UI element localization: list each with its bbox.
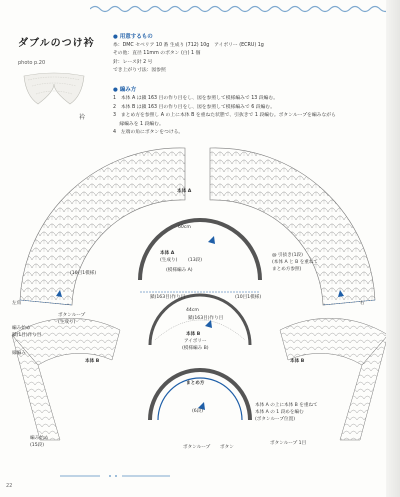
label-body-b-sub: アイボリー (184, 339, 207, 344)
label-body-a-small: 本体 A (160, 251, 175, 256)
step-line: 2 本体 B は鎖 163 目の作り目をし、図を参照して模様編みで 6 段編む。 (113, 104, 276, 110)
glyph-mark: 衿 (79, 114, 86, 121)
step-line: 3 まとめ方を参照し A の上に本体 B を重ねた状態で、引抜きで 1 段編む。ボタンループを編みながら (113, 113, 336, 119)
body-a-right-fan (210, 148, 375, 305)
label-body-b-right: 本体 B (290, 359, 305, 364)
label-start-bottom: 編み始め (30, 436, 49, 441)
collar-photo (18, 66, 90, 114)
label-assembly-note-1: 本体 A の上に本体 B を重ねて (255, 403, 318, 408)
label-button-loop-bottom: ボタンループ (183, 445, 211, 450)
label-body-b-left: 本体 B (85, 359, 100, 364)
page-number: 22 (6, 483, 13, 489)
steps-heading-text: 編み方 (119, 87, 137, 93)
label-pattern-b: (模様編み B) (182, 346, 209, 351)
label-pattern-a: (模様編み A) (166, 268, 193, 273)
label-assembly: まとめ方 (186, 381, 205, 386)
page-title: ダブルのつけ衿 (18, 38, 95, 49)
footer-decoration (60, 474, 170, 478)
crochet-chart-svg (0, 140, 400, 470)
photo-reference: photo p.20 (18, 60, 46, 66)
label-chain-163-b: 鎖(163目)作り目 (188, 316, 224, 321)
page-gutter (386, 0, 400, 497)
label-chain-163: 鎖(163目)作り目 (150, 295, 186, 300)
step-line: 4 左端の角にボタンをつける。 (113, 130, 184, 136)
label-repeat-10: (10目1模様) (235, 295, 262, 300)
label-rows-6: (6段) (192, 409, 204, 414)
label-width-60: 60cm (178, 225, 191, 230)
label-rows-13: (13段) (188, 258, 203, 263)
label-button: ボタン (220, 445, 234, 450)
materials-heading-text: 用意するもの (119, 34, 153, 40)
label-edge: 縁編み (12, 351, 26, 356)
label-stitch-count: ボタンループ 1目 (270, 441, 307, 446)
label-bottom-rows: (15段) (30, 443, 45, 448)
step-line: 縁編みを 1 段編む。 (113, 121, 164, 127)
label-assembly-note-3: (ボタンループ位置) (255, 417, 295, 422)
label-body-a: 本体 A (177, 189, 192, 194)
arrow-marker (208, 236, 215, 244)
label-repeat-left: (10目1模様) (70, 271, 97, 276)
label-note-3: まとめ方参照) (272, 267, 302, 272)
label-left-corner: 左角 (12, 301, 22, 306)
material-line: 糸：DMC セベリア 10 番 生成り (712) 10g アイボリー (ECRU) 1g (113, 42, 264, 48)
label-body-a-sub: (生成り) (160, 258, 178, 263)
material-line: 針：レース針 2 号 (113, 59, 153, 65)
body-a-left-fan (20, 148, 185, 305)
material-line: その他：直径 11mm のボタン (白) 1 個 (113, 51, 201, 57)
arrow-marker (205, 320, 212, 328)
label-button-loop-sub: (生成り) (58, 320, 76, 325)
label-right-side: 右 (360, 301, 365, 306)
steps-heading: ● 編み方 (113, 87, 137, 93)
crochet-diagram (0, 140, 400, 470)
label-width-44: 44cm (186, 308, 199, 313)
label-assembly-note-2: 本体 A の 1 段めを編む (255, 410, 304, 415)
label-start: 編み始め (12, 326, 31, 331)
label-note-2: (本体 A と B を重ねて (272, 260, 318, 265)
instructions-section (113, 86, 373, 137)
step-line: 1 本体 A は鎖 163 目の作り目をし、図を参照して模様編みで 13 段編む。 (113, 96, 279, 102)
decorative-wave-border (90, 4, 390, 14)
label-loop-note: 鎖(1目)作り目 (12, 333, 42, 338)
label-note-1: @ 引抜き(1段) (272, 253, 303, 258)
materials-section (113, 33, 373, 76)
label-body-b-small: 本体 B (186, 332, 201, 337)
label-button-loop: ボタンループ (58, 313, 86, 318)
material-line: でき上がり寸法：図参照 (113, 68, 166, 74)
materials-heading: ● 用意するもの (113, 34, 153, 40)
